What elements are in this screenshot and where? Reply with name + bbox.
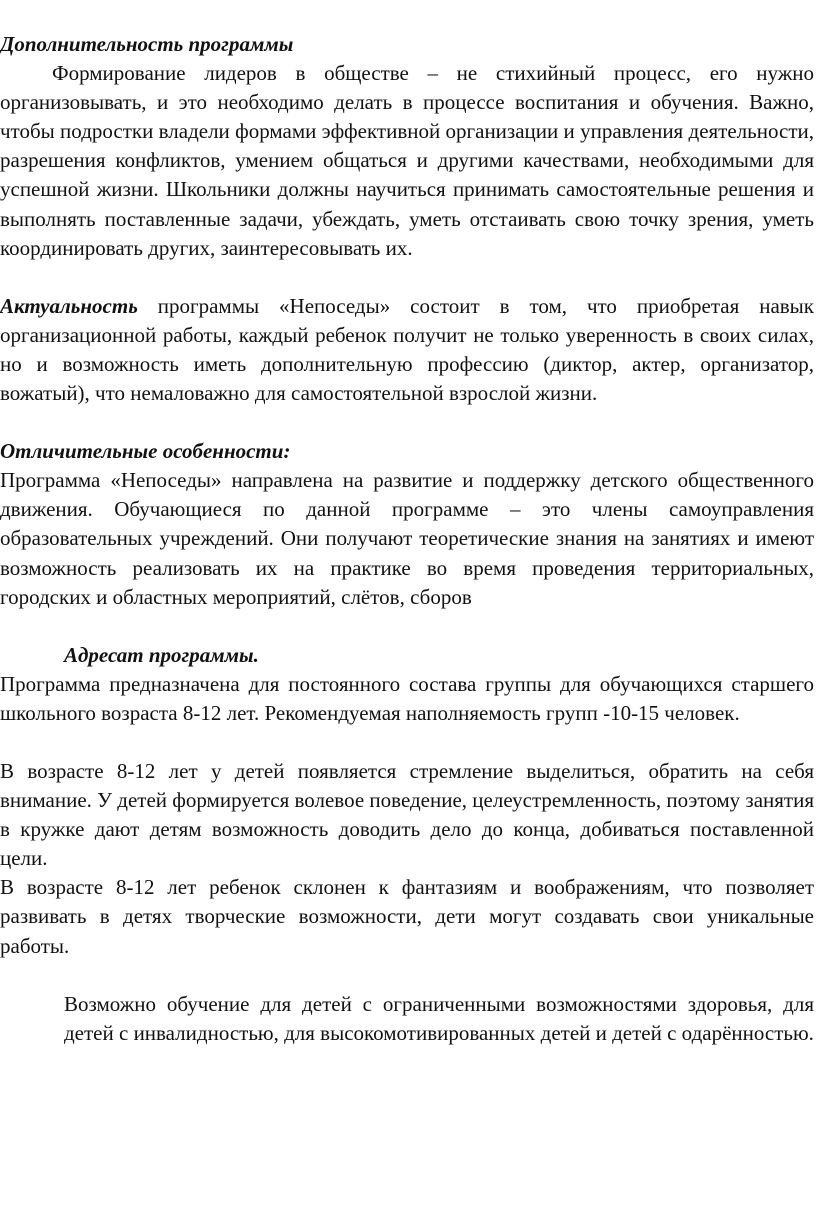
relevance-text: программы «Непоседы» состоит в том, что приобретая навык организационной работы, каждый ребенок получит не только уверенность в своих силах, но и возможность иметь дополнительную профессию (диктор, актер, организатор, вожатый), что немаловажно для самостоятельной взрослой жизни. [0, 293, 814, 406]
paragraph-distinctive-features: Программа «Непоседы» направлена на развитие и поддержку детского общественного движения. Обучающиеся по данной программе – это члены самоуправления образовательных учреждений. Они получают теоретические знания на занятиях и имеют возможность реализовать их на практике во время проведения территориальных, городских и областных мероприятий, слётов, сборов [0, 468, 814, 609]
paragraph-additionality: Формирование лидеров в обществе – не стихийный процесс, его нужно организовывать, и это необходимо делать в процессе воспитания и обучения. Важно, чтобы подростки владели формами эффективной организации и управления деятельности, разрешения конфликтов, умением общаться и другими качествами, необходимыми для успешной жизни. Школьники должны научиться принимать самостоятельные решения и выполнять поставленные задачи, убеждать, уметь отстаивать свою точку зрения, уметь координировать других, заинтересовывать их. [0, 61, 814, 260]
spacer [0, 728, 814, 757]
heading-distinctive-features: Отличительные особенности: [0, 439, 291, 464]
heading-target-audience: Адресат программы. [64, 642, 259, 667]
paragraph-relevance [0, 292, 814, 408]
relevance-lead: Актуальность [0, 293, 138, 318]
spacer [0, 408, 814, 437]
paragraph-inclusive-education: Возможно обучение для детей с ограниченными возможностями здоровья, для детей с инвалидностью, для высокомотивированных детей и детей с одарённостью. [64, 991, 814, 1045]
paragraph-age-features-1: В возрасте 8-12 лет у детей появляется стремление выделиться, обратить на себя внимание. У детей формируется волевое поведение, целеустремленность, поэтому занятия в кружке дают детям возможность доводить дело до конца, добиваться поставленной цели. [0, 758, 814, 871]
spacer [0, 961, 814, 990]
spacer [0, 612, 814, 641]
paragraph-target-audience: Программа предназначена для постоянного состава группы для обучающихся старшего школьного возраста 8-12 лет. Рекомендуемая наполняемость групп -10-15 человек. [0, 671, 814, 725]
heading-additionality: Дополнительность программы [0, 32, 294, 56]
spacer [0, 263, 814, 292]
paragraph-age-features-2: В возрасте 8-12 лет ребенок склонен к фантазиям и воображениям, что позволяет развивать в детях творческие возможности, дети могут создавать свои уникальные работы. [0, 875, 814, 958]
